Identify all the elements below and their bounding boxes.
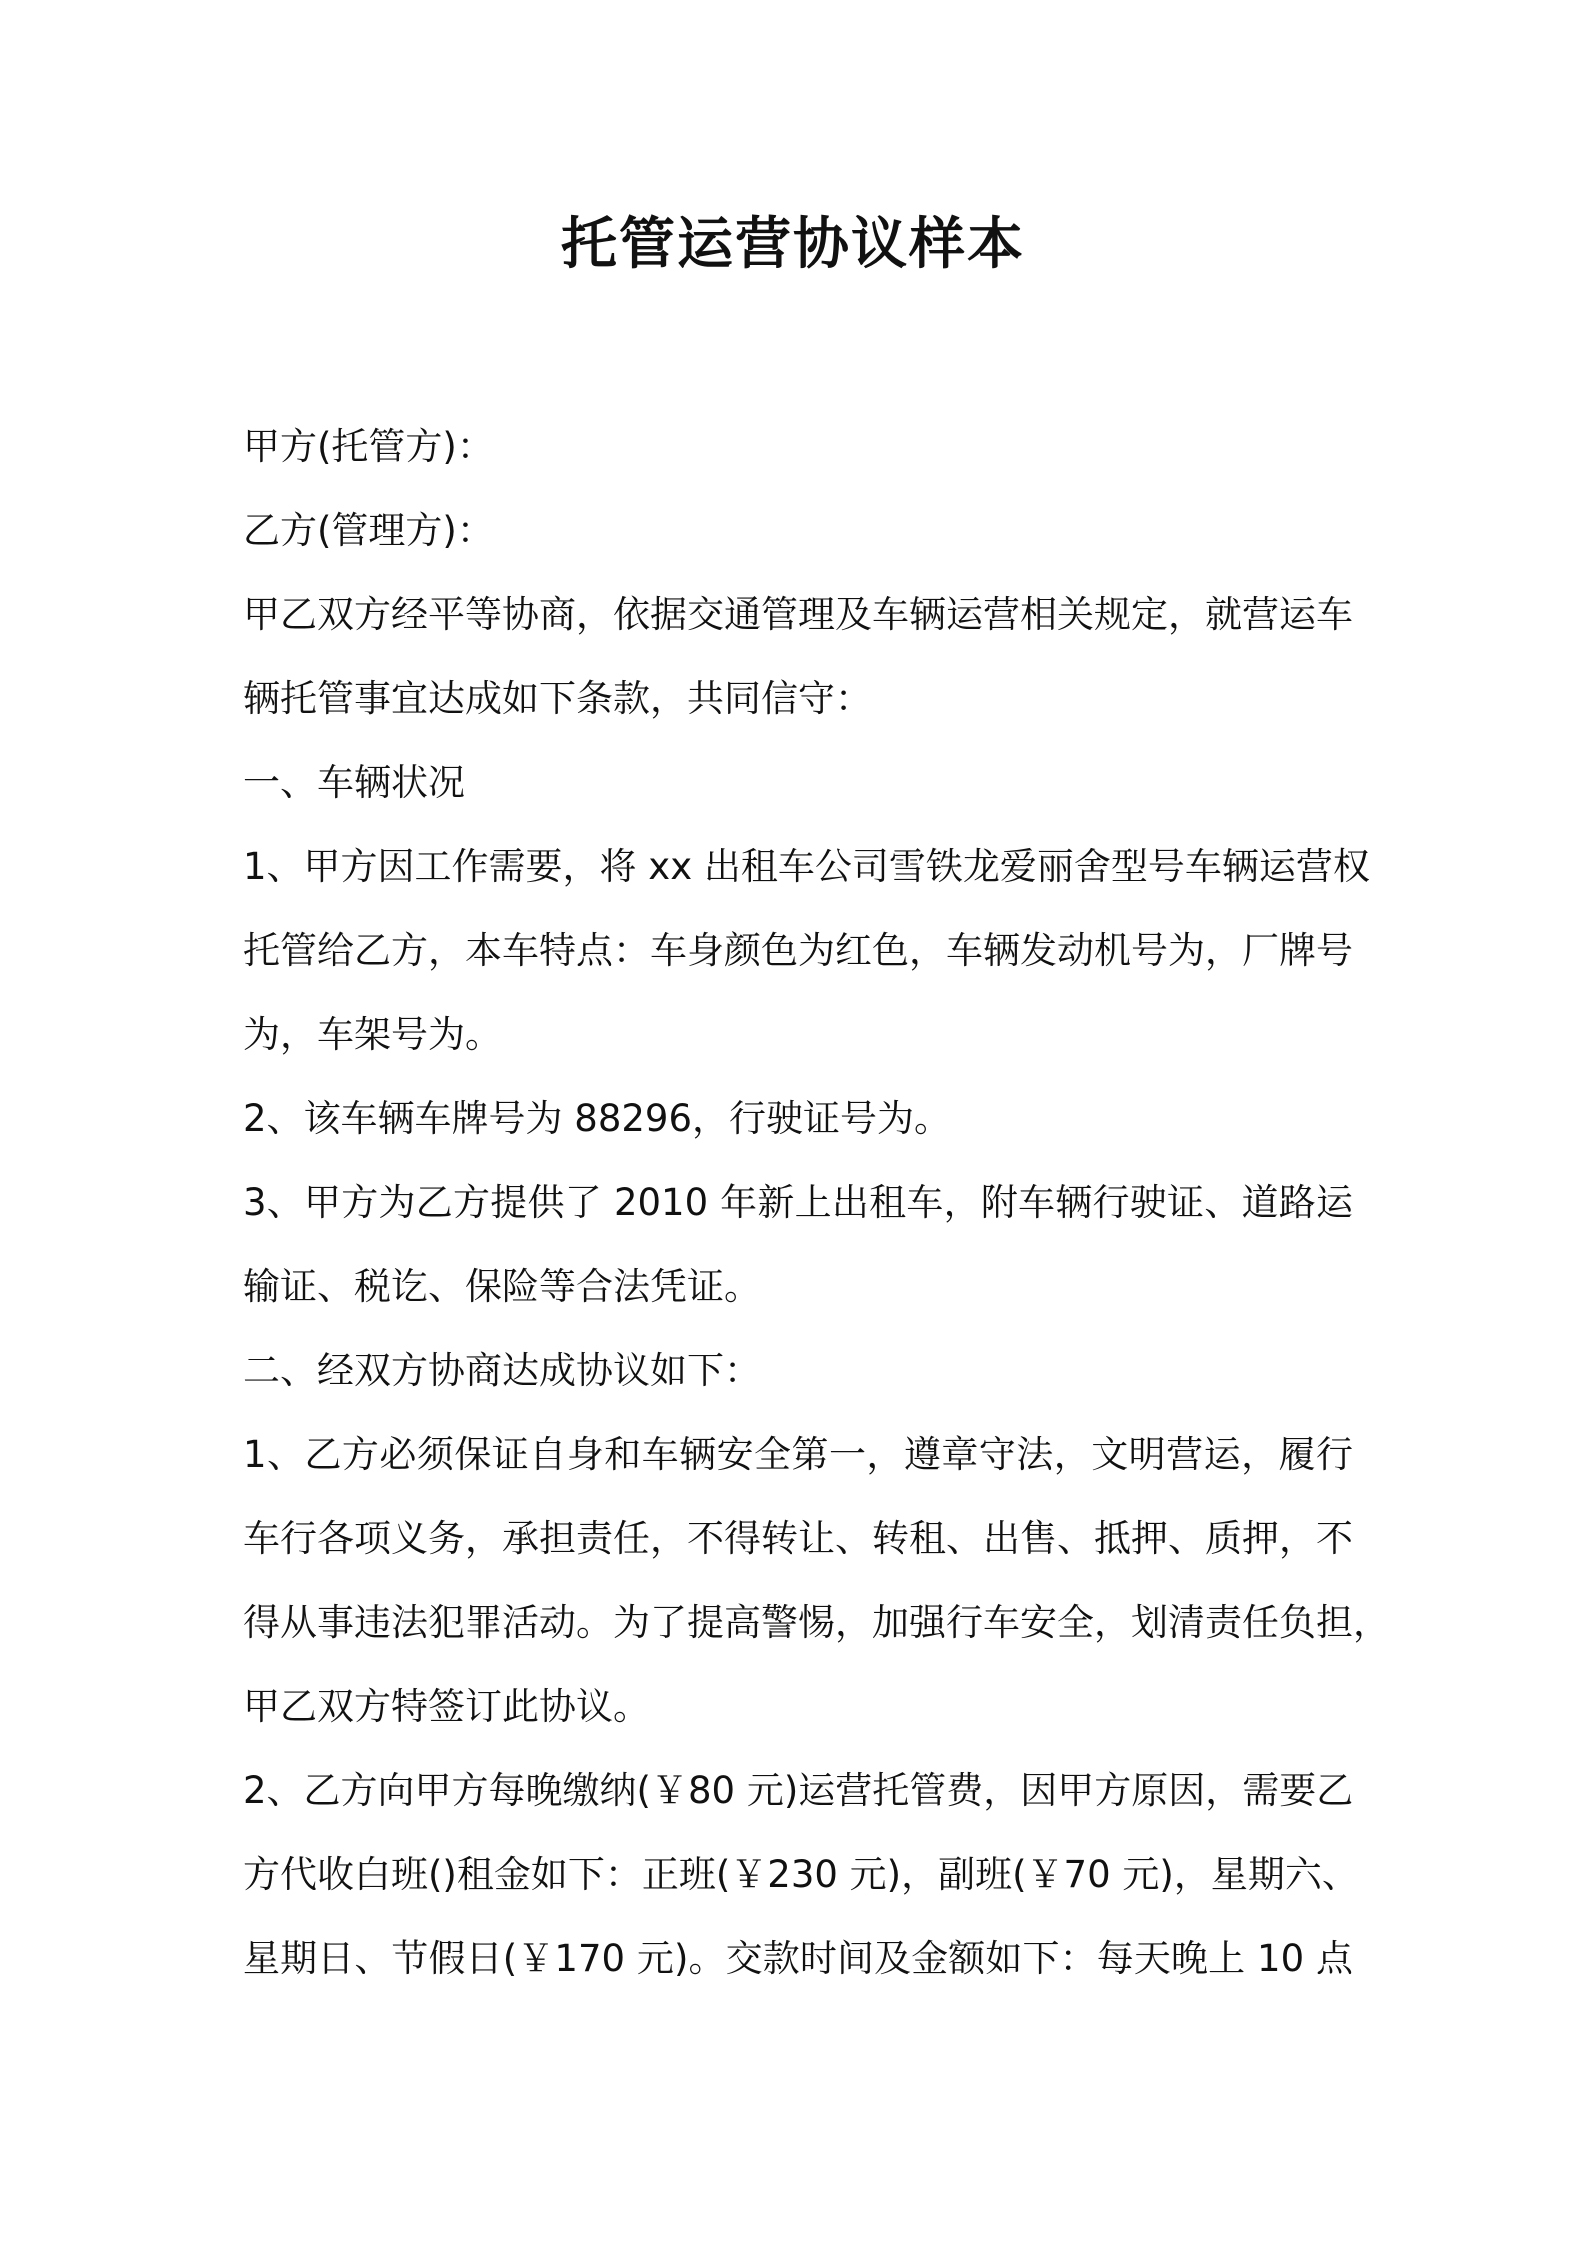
paragraph-line: 2、该车辆车牌号为 88296，行驶证号为。	[243, 1097, 952, 1140]
section-heading: 二、经双方协商达成协议如下：	[243, 1349, 761, 1392]
paragraph-line: 车行各项义务，承担责任，不得转让、转租、出售、抵押、质押，不	[243, 1517, 1353, 1560]
paragraph-line: 星期日、节假日(￥170 元)。交款时间及金额如下：每天晚上 10 点	[243, 1937, 1353, 1980]
paragraph-line: 3、甲方为乙方提供了 2010 年新上出租车，附车辆行驶证、道路运	[243, 1181, 1353, 1224]
paragraph-line: 1、乙方必须保证自身和车辆安全第一，遵章守法，文明营运，履行	[243, 1433, 1353, 1476]
paragraph-line: 得从事违法犯罪活动。为了提高警惕，加强行车安全，划清责任负担，	[243, 1601, 1390, 1644]
paragraph-line: 方代收白班()租金如下：正班(￥230 元)，副班(￥70 元)，星期六、	[243, 1853, 1359, 1896]
party-b-line: 乙方(管理方)：	[243, 509, 494, 552]
document-body	[243, 405, 1390, 2001]
paragraph-line: 托管给乙方，本车特点：车身颜色为红色，车辆发动机号为，厂牌号	[243, 929, 1353, 972]
document-title: 托管运营协议样本	[561, 212, 1025, 277]
paragraph-line: 辆托管事宜达成如下条款，共同信守：	[243, 677, 872, 720]
paragraph-line: 1、甲方因工作需要，将 xx 出租车公司雪铁龙爱丽舍型号车辆运营权	[243, 845, 1370, 888]
paragraph-line: 为，车架号为。	[243, 1013, 502, 1056]
paragraph-line: 2、乙方向甲方每晚缴纳(￥80 元)运营托管费，因甲方原因，需要乙	[243, 1769, 1354, 1812]
paragraph-line: 输证、税讫、保险等合法凭证。	[243, 1265, 761, 1308]
paragraph-line: 甲乙双方经平等协商，依据交通管理及车辆运营相关规定，就营运车	[243, 593, 1353, 636]
paragraph-line: 甲乙双方特签订此协议。	[243, 1685, 650, 1728]
party-a-line: 甲方(托管方)：	[243, 425, 494, 468]
section-heading: 一、车辆状况	[243, 761, 465, 804]
